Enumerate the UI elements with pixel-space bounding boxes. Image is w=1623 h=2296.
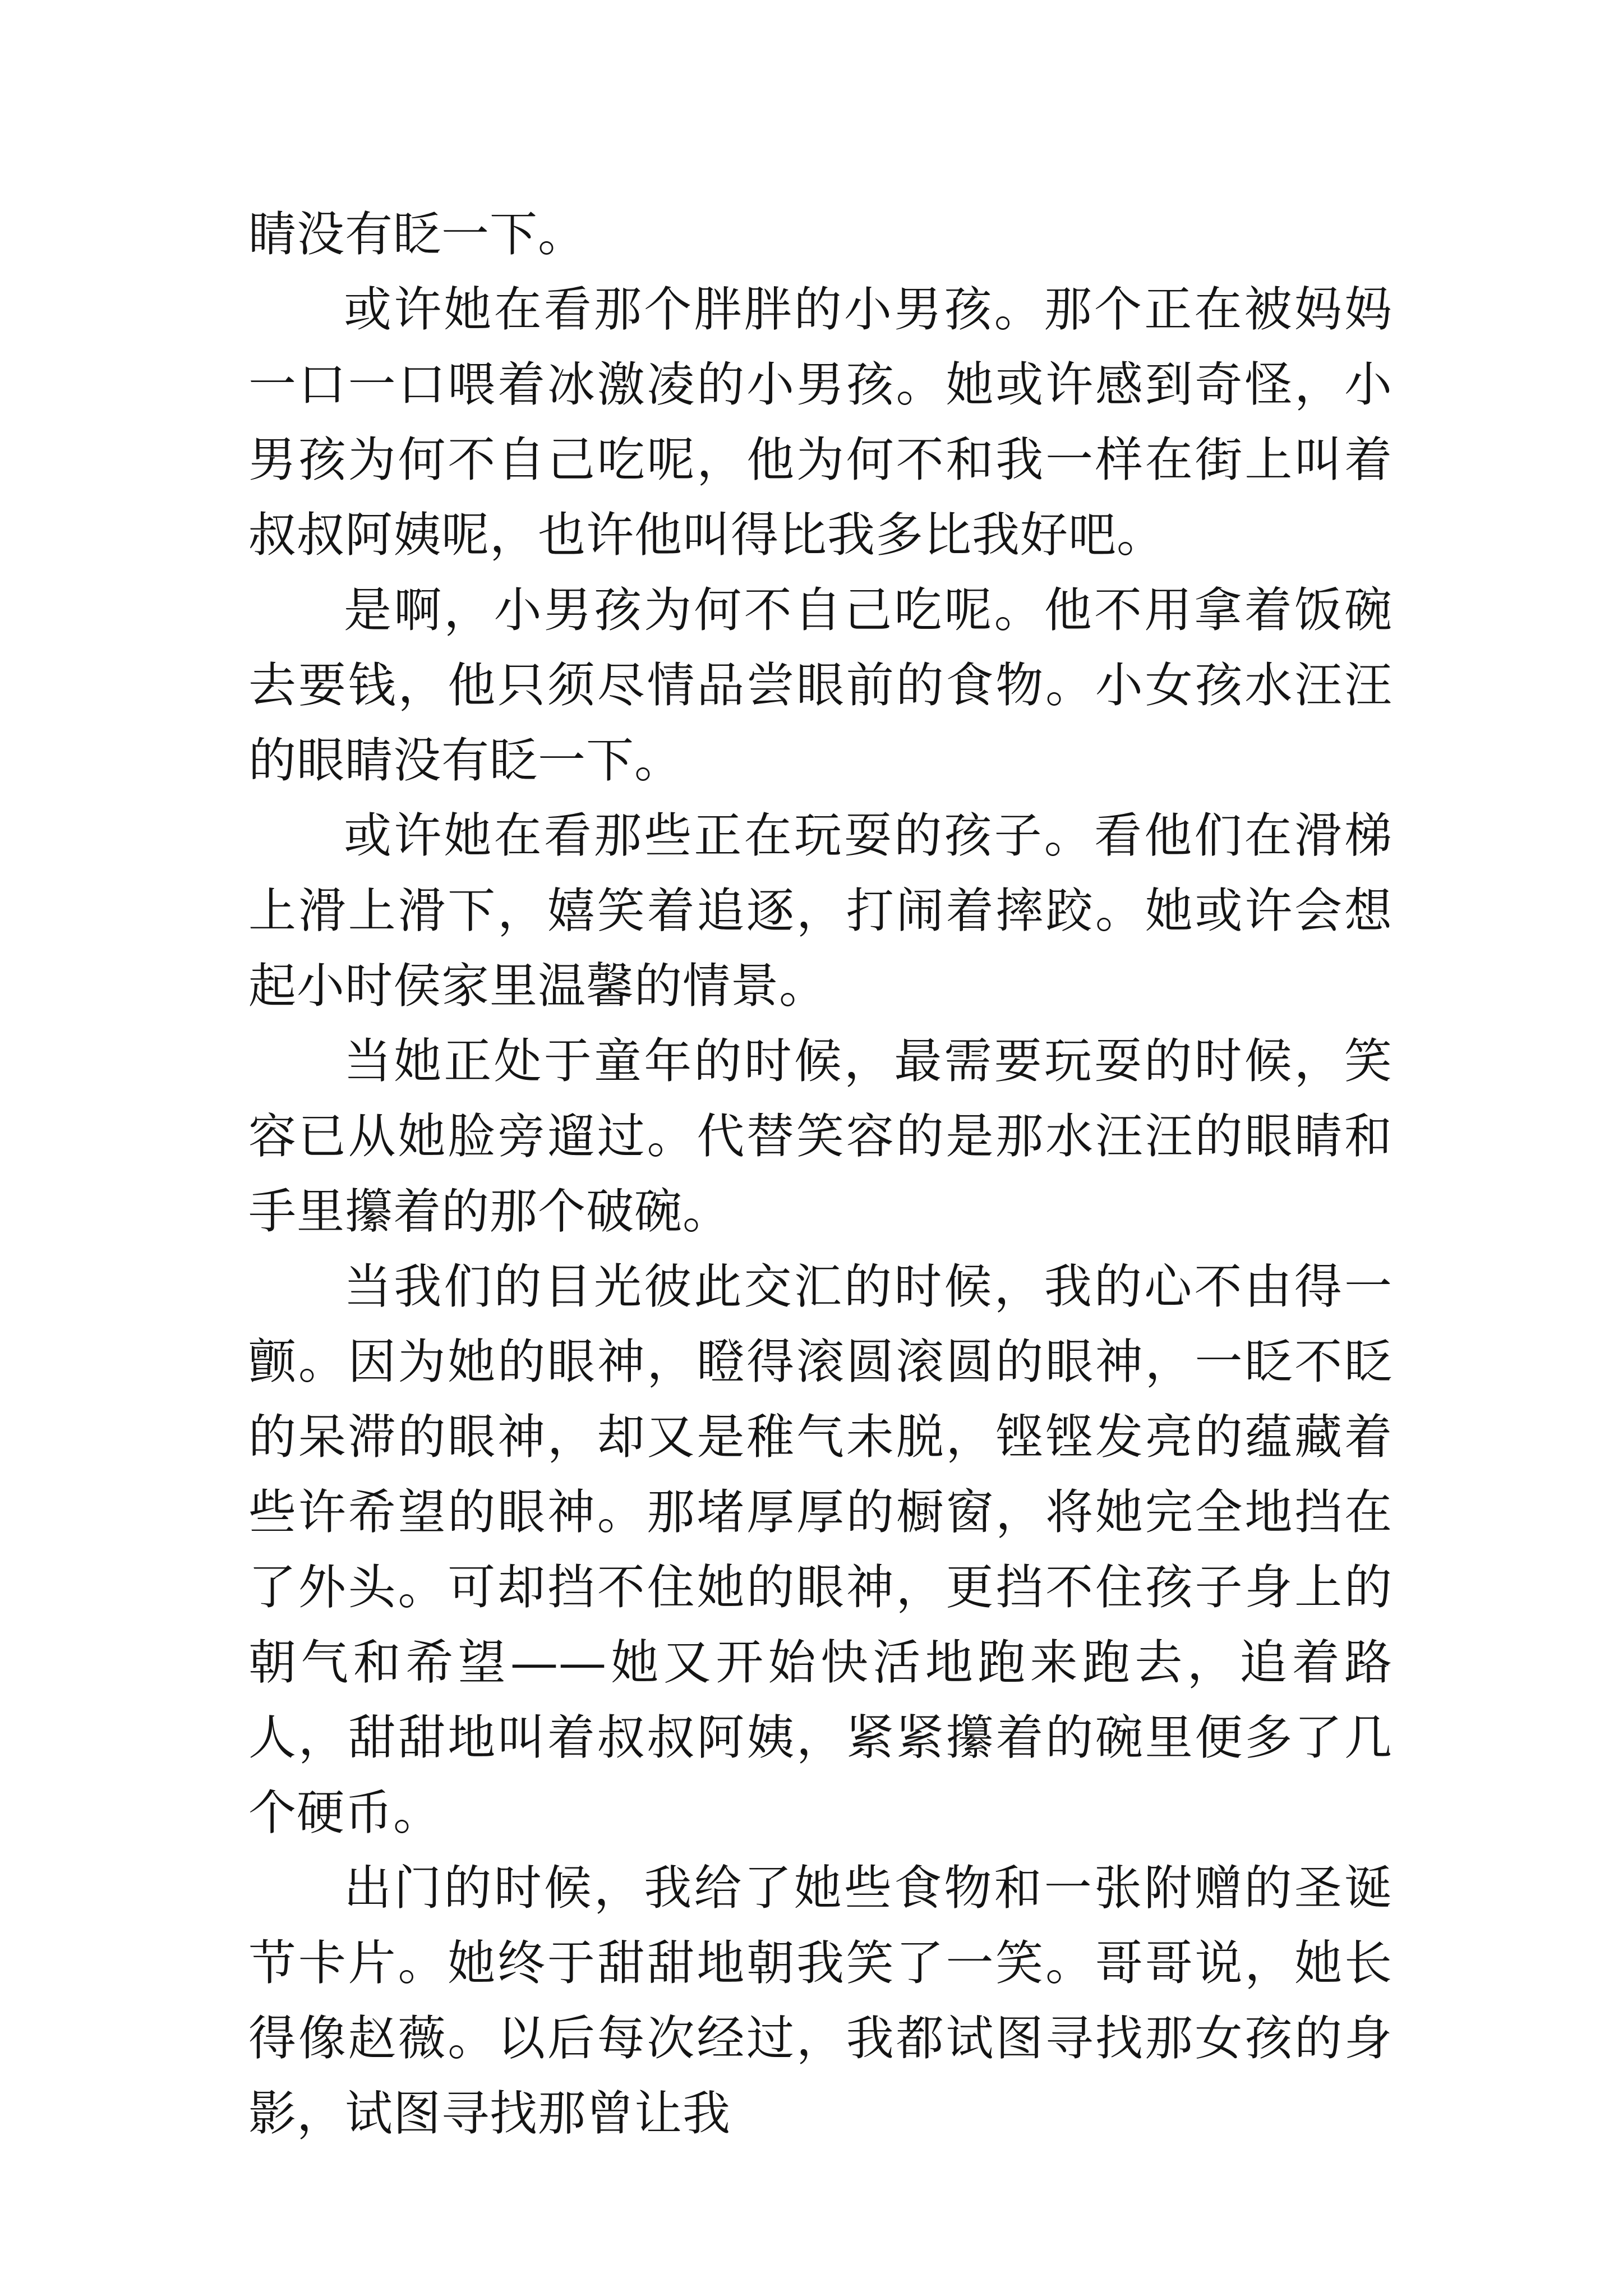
- paragraph-3: 是啊，小男孩为何不自己吃呢。他不用拿着饭碗去要钱，他只须尽情品尝眼前的食物。小女孩水汪汪的眼睛没有眨一下。: [248, 583, 1393, 789]
- paragraph-5: 当她正处于童年的时候，最需要玩耍的时候，笑容已从她脸旁遛过。代替笑容的是那水汪汪的眼睛和手里攥着的那个破碗。: [248, 1034, 1393, 1240]
- body-text: [248, 197, 1393, 2152]
- paragraph-1: 睛没有眨一下。: [248, 207, 587, 263]
- paragraph-2: 或许她在看那个胖胖的小男孩。那个正在被妈妈一口一口喂着冰激凌的小男孩。她或许感到奇怪，小男孩为何不自己吃呢，他为何不和我一样在街上叫着叔叔阿姨呢，也许他叫得比我多比我好吧。: [248, 282, 1393, 563]
- paragraph-6: 当我们的目光彼此交汇的时候，我的心不由得一颤。因为她的眼神，瞪得滚圆滚圆的眼神，一眨不眨的呆滞的眼神，却又是稚气未脱，铿铿发亮的蕴藏着些许希望的眼神。那堵厚厚的橱窗，将她完全地挡在了外头。可却挡不住她的眼神，更挡不住孩子身上的朝气和希望——她又开始快活地跑来跑去，追着路人，甜甜地叫着叔叔阿姨，紧紧攥着的碗里便多了几个硬币。: [248, 1259, 1393, 1841]
- paragraph-4: 或许她在看那些正在玩耍的孩子。看他们在滑梯上滑上滑下，嬉笑着追逐，打闹着摔跤。她或许会想起小时侯家里温馨的情景。: [248, 808, 1393, 1014]
- paragraph-7: 出门的时候，我给了她些食物和一张附赠的圣诞节卡片。她终于甜甜地朝我笑了一笑。哥哥说，她长得像赵薇。以后每次经过，我都试图寻找那女孩的身影，试图寻找那曾让我: [248, 1861, 1393, 2142]
